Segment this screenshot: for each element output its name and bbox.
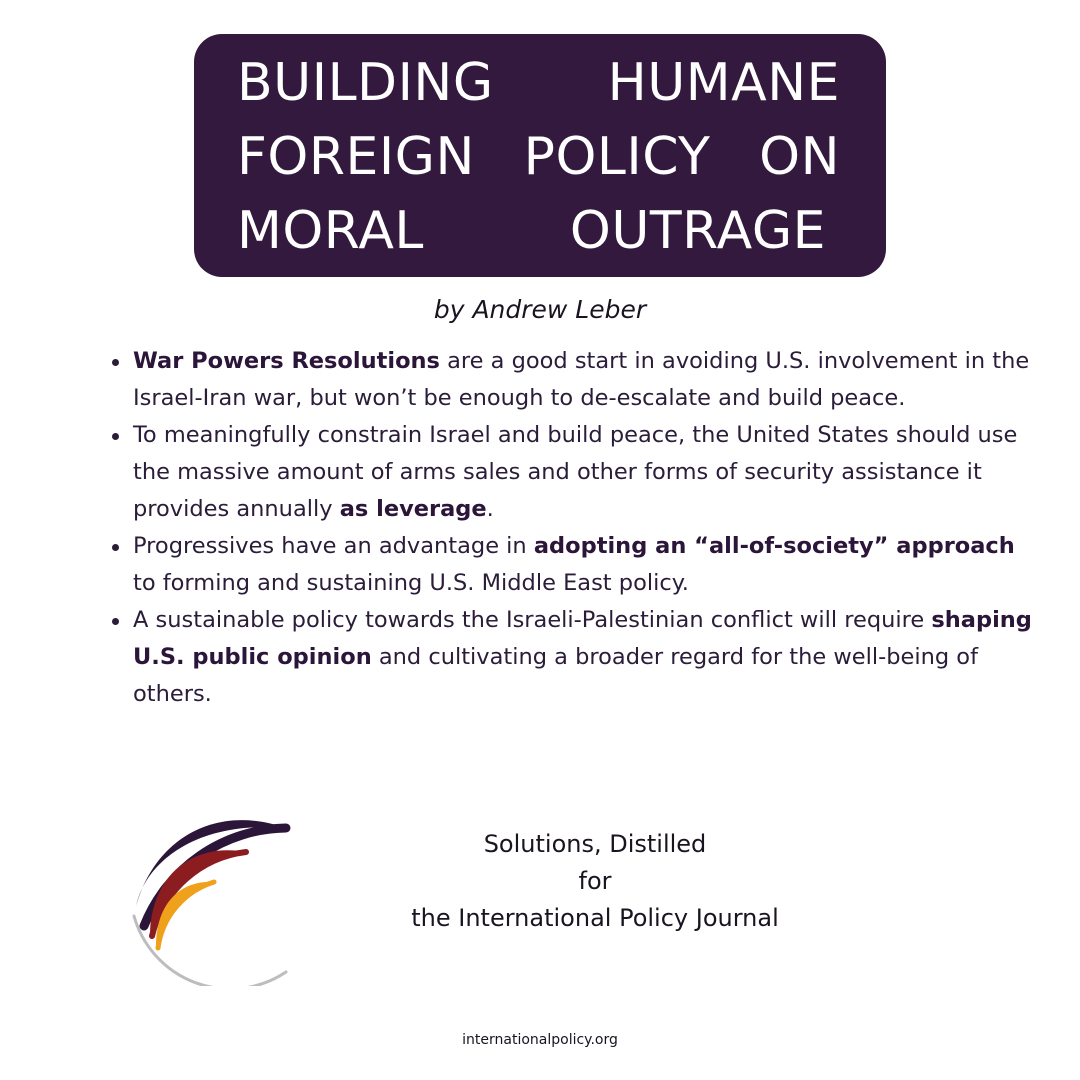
bullet-bold-text: shaping U.S. public opinion	[133, 607, 1032, 670]
bullet-bold-text: as leverage	[339, 496, 487, 522]
bullet-bold-text: adopting an “all-of-society” approach	[533, 533, 1015, 559]
tagline-line: for	[578, 867, 612, 895]
title-word: POLICY	[523, 127, 711, 187]
title-word: HUMANE	[607, 53, 840, 113]
list-item	[108, 602, 1033, 713]
author-byline: by Andrew Leber	[433, 295, 647, 324]
bullet-text: To meaningfully constrain Israel and build peace, the United States should use the massive amount of arms sales and other forms of security assistance it provides annually	[133, 422, 1018, 522]
title-line-3	[237, 194, 840, 268]
tagline-line: the International Policy Journal	[411, 904, 779, 932]
key-points-list	[108, 343, 1033, 713]
tagline-line: Solutions, Distilled	[483, 830, 707, 858]
tagline	[380, 826, 810, 937]
bullet-bold-text: War Powers Resolutions	[133, 348, 440, 374]
title-line-2	[237, 120, 840, 194]
bullet-text: and cultivating a broader regard for the well-being of others.	[133, 644, 978, 707]
bullet-text: to forming and sustaining U.S. Middle East policy.	[133, 570, 689, 596]
title-word: BUILDING	[237, 53, 494, 113]
title-banner	[194, 34, 886, 277]
title-word: MORAL	[237, 201, 424, 261]
website-url: internationalpolicy.org	[462, 1032, 618, 1048]
list-item	[108, 343, 1033, 417]
list-item	[108, 528, 1033, 602]
title-line-1	[237, 46, 840, 120]
bullet-text: A sustainable policy towards the Israeli-Palestinian conflict will require	[133, 607, 932, 633]
title-word: FOREIGN	[237, 127, 475, 187]
concentric-arcs-logo-icon	[128, 806, 298, 986]
title-word: OUTRAGE	[569, 201, 826, 261]
bullet-text: are a good start in avoiding U.S. involvement in the Israel-Iran war, but won’t be enough to de-escalate and build peace.	[133, 348, 1030, 411]
bullet-text: Progressives have an advantage in	[133, 533, 534, 559]
title-word: ON	[759, 127, 840, 187]
bullet-text: .	[486, 496, 494, 522]
list-item	[108, 417, 1033, 528]
